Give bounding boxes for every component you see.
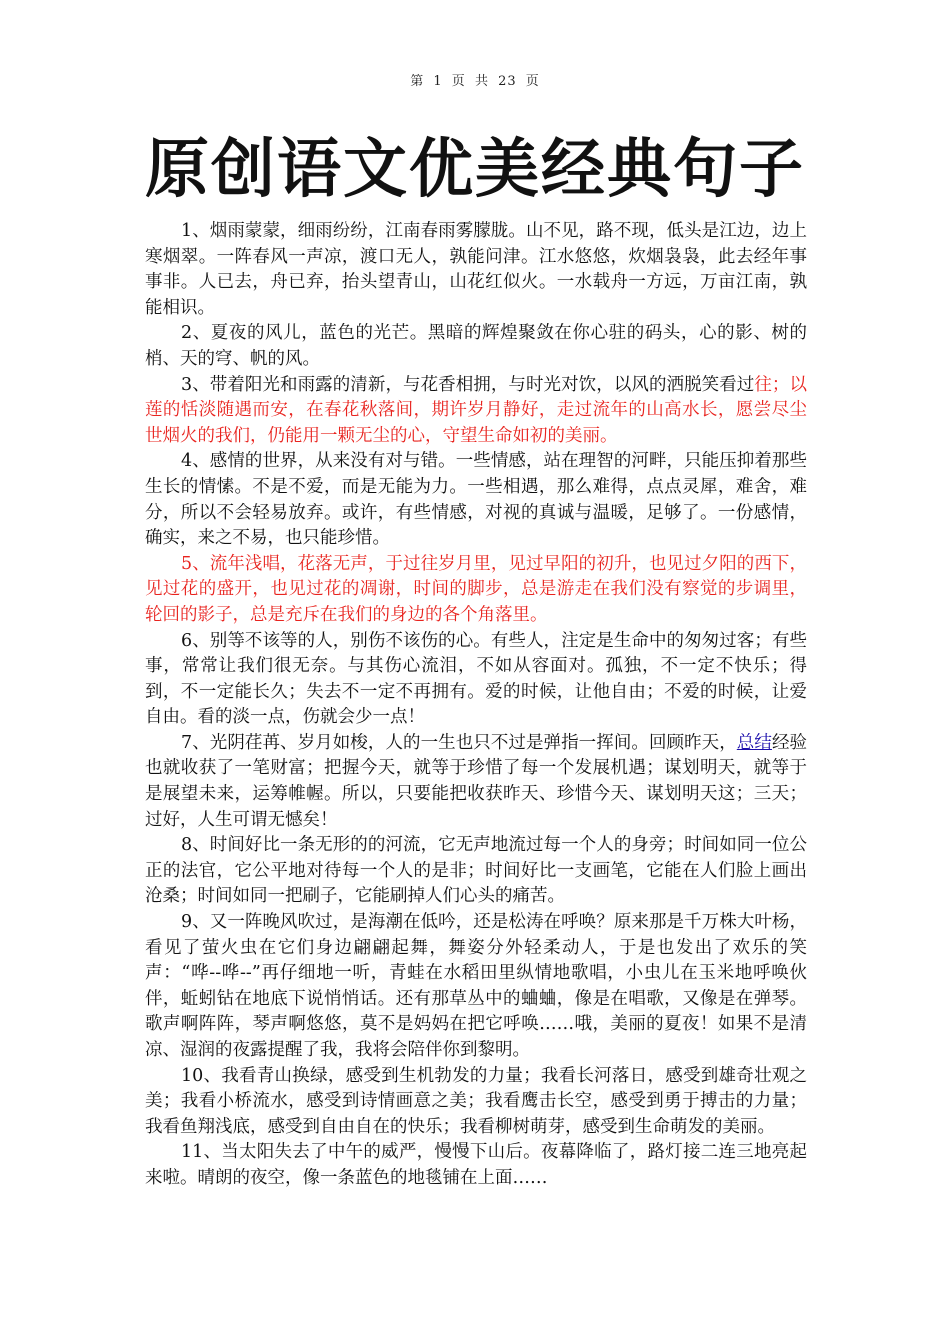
paragraph-9: 9、又一阵晚风吹过，是海潮在低吟，还是松涛在呼唤？原来那是千万株大叶杨，看见了萤火虫在它们身边翩翩起舞，舞姿分外轻柔动人，于是也发出了欢乐的笑声：“哗--哗--”再仔细地一听，青蛙在水稻田里纵情地歌唱，小虫儿在玉米地呼唤伙伴，蚯蚓钻在地底下说悄悄话。还有那草丛中的蛐蛐，像是在唱歌，又像是在弹琴。歌声啊阵阵，琴声啊悠悠，莫不是妈妈在把它呼唤……哦，美丽的夏夜！如果不是清凉、湿润的夜露提醒了我，我将会陪伴你到黎明。 [145,912,807,1060]
total-word: 共 [474,74,489,89]
paragraph-6: 6、别等不该等的人，别伤不该伤的心。有些人，注定是生命中的匆匆过客；有些事，常常让我们很无奈。与其伤心流泪，不如从容面对。孤独，不一定不快乐；得到，不一定能长久；失去不一定不再拥有。爱的时候，让他自由；不爱的时候，让爱自由。看的淡一点，伤就会少一点！ [145,630,807,728]
paragraph-7-start: 7、光阴荏苒、岁月如梭，人的一生也只不过是弹指一挥间。回顾昨天， [181,732,737,753]
document-body [145,219,807,1192]
page-prefix: 第 [410,74,425,89]
paragraph-4: 4、感情的世界，从来没有对与错。一些情感，站在理智的河畔，只能压抑着那些生长的情愫。不是不爱，而是无能为力。一些相遇，那么难得，点点灵犀，难舍，难分，所以不会轻易放弃。或许，有些情感，对视的真诚与温暖，足够了。一份感情，确实，来之不易，也只能珍惜。 [145,451,807,549]
current-page-number: 1 [433,74,443,89]
paragraph-7-rest: 经验也就收获了一笔财富；把握今天，就等于珍惜了每一个发展机遇；谋划明天，就等于是展望未来，运筹帷幄。所以，只要能把收获昨天、珍惜今天、谋划明天这；三天；过好，人生可谓无憾矣！ [145,732,808,830]
paragraph-1: 1、烟雨蒙蒙，细雨纷纷，江南春雨雾朦胧。山不见，路不现，低头是江边，边上寒烟翠。一阵春风一声凉，渡口无人，孰能问津。江水悠悠，炊烟袅袅，此去经年事事非。人已去，舟已弃，抬头望青山，山花红似火。一水载舟一方远，万亩江南，孰能相识。 [145,221,807,318]
page-suffix: 页 [525,74,540,89]
paragraph-3-highlighted: 往；以莲的恬淡随遇而安，在春花秋落间，期许岁月静好，走过流年的山高水长，愿尝尽尘世烟火的我们，仍能用一颗无尘的心，守望生命如初的美丽。 [145,374,807,446]
paragraph-10: 10、我看青山换绿，感受到生机勃发的力量；我看长河落日，感受到雄奇壮观之美；我看小桥流水，感受到诗情画意之美；我看鹰击长空，感受到勇于搏击的力量；我看鱼翔浅底，感受到自由自在的快乐；我看柳树萌芽，感受到生命萌发的美丽。 [145,1065,807,1137]
paragraph-11: 11、当太阳失去了中午的威严，慢慢下山后。夜幕降临了，路灯接二连三地亮起来啦。晴朗的夜空，像一条蓝色的地毯铺在上面…… [145,1142,807,1188]
summary-link[interactable]: 总结 [736,732,772,753]
paragraph-3 [145,373,807,450]
paragraph-2: 2、夏夜的风儿，蓝色的光芒。黑暗的辉煌聚敛在你心驻的码头，心的影、树的梢、天的穹、帆的风。 [145,323,807,369]
page-indicator [0,70,950,89]
paragraph-7 [145,731,807,833]
paragraph-3-start: 3、带着阳光和雨露的清新，与花香相拥，与时光对饮，以风的洒脱笑看过 [181,374,755,395]
paragraph-5-highlighted: 5、流年浅唱，花落无声，于过往岁月里，见过早阳的初升，也见过夕阳的西下，见过花的盛开，也见过花的凋谢，时间的脚步，总是游走在我们没有察觉的步调里，轮回的影子，总是充斥在我们的身边的各个角落里。 [145,553,807,625]
document-title: 原创语文优美经典句子 [145,133,805,207]
total-pages-number: 23 [498,74,517,89]
paragraph-8: 8、时间好比一条无形的的河流，它无声地流过每一个人的身旁；时间如同一位公正的法官，它公平地对待每一个人的是非；时间好比一支画笔，它能在人们脸上画出沧桑；时间如同一把刷子，它能刷掉人们心头的痛苦。 [145,835,807,907]
page-word: 页 [451,74,466,89]
